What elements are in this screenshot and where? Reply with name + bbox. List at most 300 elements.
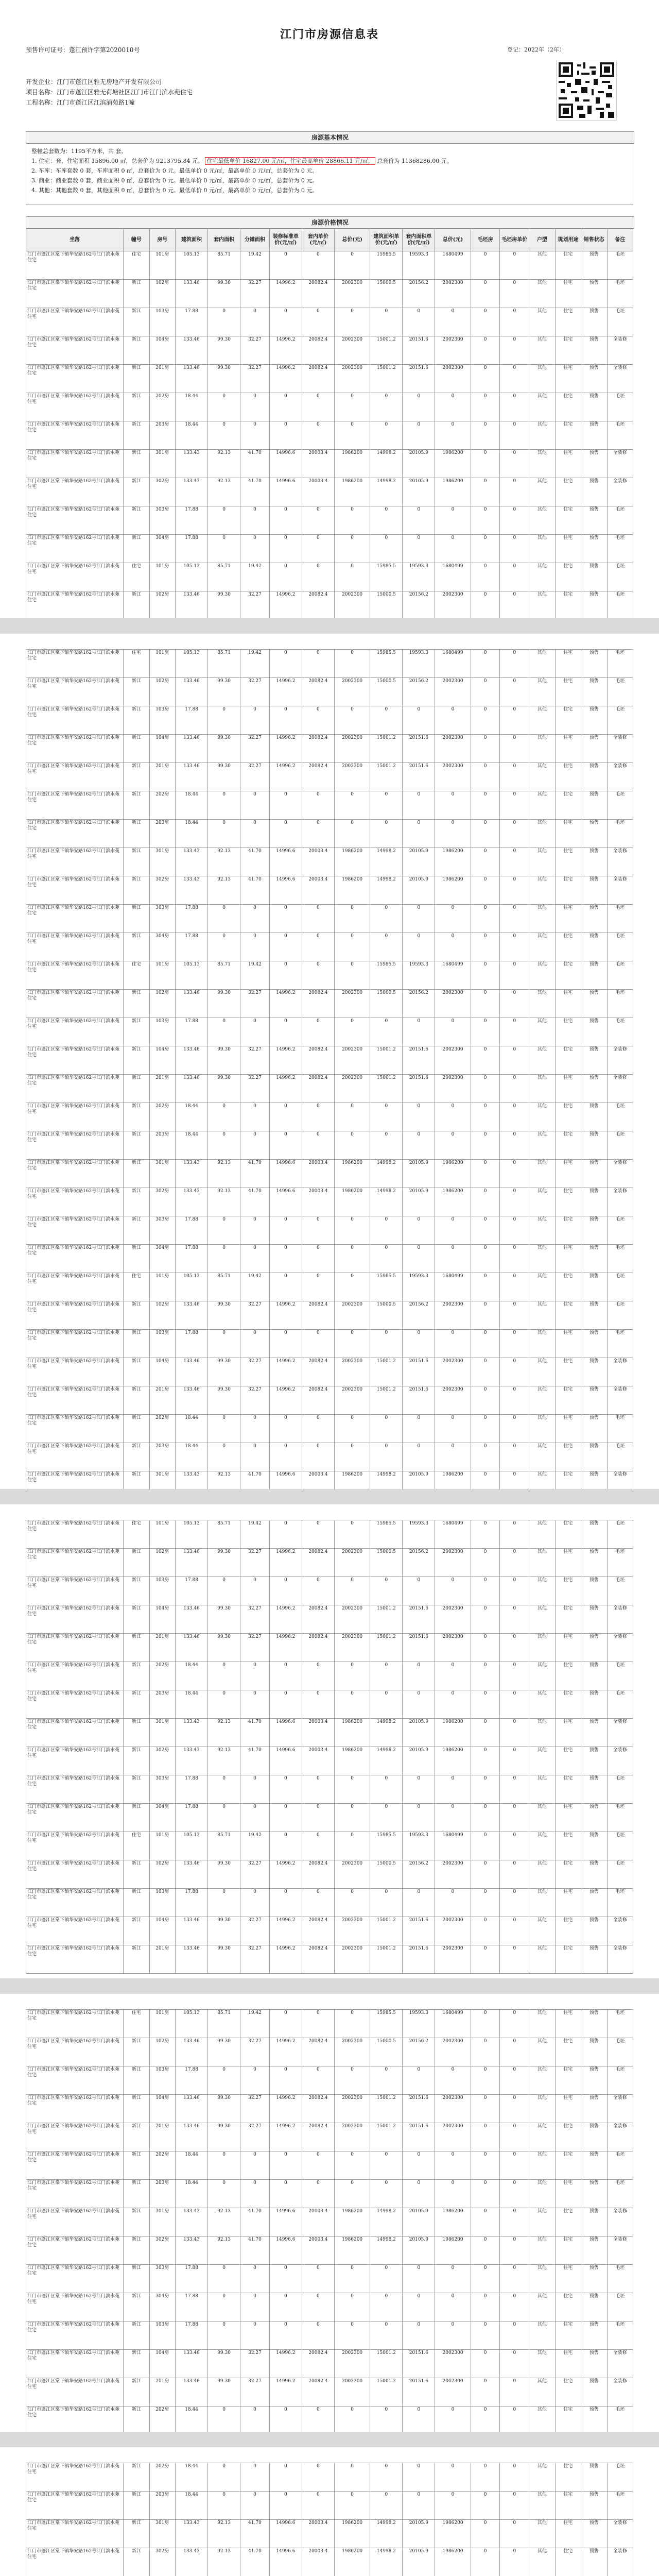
table-cell: 0: [334, 1889, 370, 1917]
table-cell: 0: [269, 706, 302, 735]
table-cell: 99.30: [208, 1046, 240, 1075]
table-cell: 江门市蓬江区棠下镇华安路162号江门滨水苑住宅: [26, 1520, 124, 1549]
table-cell: 住宅: [555, 280, 581, 308]
table-cell: 0: [471, 1605, 500, 1634]
table-cell: 0: [500, 1634, 529, 1662]
table-cell: 住宅: [555, 1520, 581, 1549]
table-cell: 0: [334, 1690, 370, 1719]
table-cell: 江门市蓬江区棠下镇华安路162号江门滨水苑住宅: [26, 1860, 124, 1889]
table-cell: 其他: [529, 1520, 555, 1549]
table-cell: 住宅: [555, 905, 581, 933]
table-cell: 其他: [529, 678, 555, 706]
table-cell: 其他: [529, 1634, 555, 1662]
table-row: [26, 2406, 633, 2435]
table-cell: 18.44: [176, 2406, 208, 2435]
table-cell: 住宅: [555, 2492, 581, 2520]
table-cell: 0: [302, 1330, 334, 1358]
table-cell: 0: [471, 478, 500, 506]
table-cell: 住宅: [555, 2321, 581, 2350]
table-cell: 1986200: [334, 2208, 370, 2236]
table-cell: 毛坯: [607, 2265, 633, 2293]
table-cell: 20156.2: [403, 280, 435, 308]
table-cell: 0: [471, 933, 500, 961]
table-row: [26, 535, 633, 563]
table-cell: 0: [334, 1018, 370, 1046]
table-cell: 99.30: [208, 1075, 240, 1103]
table-cell: 0: [500, 1605, 529, 1634]
table-cell: 14996.2: [269, 678, 302, 706]
table-cell: 预售: [581, 2293, 607, 2321]
table-cell: 301房: [149, 1471, 175, 1500]
table-cell: 住宅: [555, 1889, 581, 1917]
table-cell: 301房: [149, 2520, 175, 2548]
table-cell: 毛坯: [607, 1662, 633, 1690]
table-cell: 41.70: [240, 1719, 270, 1747]
table-cell: 0: [435, 933, 471, 961]
table-cell: 20151.6: [403, 735, 435, 763]
table-cell: 2002300: [334, 1605, 370, 1634]
table-row: [26, 1889, 633, 1917]
table-cell: 新江: [124, 2208, 149, 2236]
table-cell: 其他: [529, 1443, 555, 1471]
table-cell: 1986200: [334, 848, 370, 876]
table-cell: 预售: [581, 478, 607, 506]
table-cell: 2002300: [435, 763, 471, 791]
table-cell: 全装修: [607, 2520, 633, 2548]
table-cell: 2002300: [334, 2123, 370, 2151]
table-cell: 0: [471, 2321, 500, 2350]
table-row: [26, 336, 633, 365]
table-cell: 0: [500, 308, 529, 336]
table-cell: 其他: [529, 763, 555, 791]
table-cell: 105.13: [176, 2010, 208, 2038]
table-cell: 102房: [149, 591, 175, 620]
table-cell: 其他: [529, 506, 555, 535]
table-cell: 0: [403, 791, 435, 820]
table-cell: 新江: [124, 1131, 149, 1160]
table-row: [26, 2321, 633, 2350]
table-cell: 其他: [529, 1605, 555, 1634]
table-cell: 其他: [529, 1018, 555, 1046]
table-cell: 92.13: [208, 2208, 240, 2236]
summary-line: 4. 其他：其他套数 0 套，其他面积 0 ㎡，总套价为 0 元。最低单价 0 元/㎡，最高单价 0 元/㎡，总套价为 0 元。: [31, 187, 318, 194]
table-cell: 1986200: [334, 876, 370, 905]
table-cell: 其他: [529, 2406, 555, 2435]
table-cell: 0: [471, 591, 500, 620]
table-cell: 133.46: [176, 2095, 208, 2123]
table-cell: 1986200: [334, 450, 370, 478]
table-cell: 0: [334, 393, 370, 421]
table-cell: 20105.9: [403, 1160, 435, 1188]
table-cell: 32.27: [240, 2378, 270, 2406]
table-cell: 0: [403, 2321, 435, 2350]
table-cell: 其他: [529, 1719, 555, 1747]
table-cell: 20003.4: [302, 1188, 334, 1216]
table-cell: 0: [435, 2180, 471, 2208]
table-row: [26, 763, 633, 791]
table-cell: 2002300: [334, 591, 370, 620]
table-cell: 0: [269, 1273, 302, 1301]
table-cell: 101房: [149, 650, 175, 678]
table-cell: 0: [334, 1662, 370, 1690]
table-cell: 2002300: [334, 990, 370, 1018]
table-cell: 预售: [581, 1358, 607, 1386]
table-cell: 20105.9: [403, 2520, 435, 2548]
table-cell: 其他: [529, 2463, 555, 2492]
table-cell: 0: [500, 1804, 529, 1832]
table-cell: 0: [471, 820, 500, 848]
table-cell: 0: [403, 1443, 435, 1471]
table-cell: 0: [302, 1520, 334, 1549]
table-cell: 32.27: [240, 1917, 270, 1945]
table-cell: 0: [403, 1775, 435, 1804]
table-cell: 20105.9: [403, 1719, 435, 1747]
table-cell: 预售: [581, 2406, 607, 2435]
table-cell: 0: [370, 1889, 403, 1917]
table-cell: 预售: [581, 1103, 607, 1131]
table-row: [26, 1330, 633, 1358]
table-row: [26, 1443, 633, 1471]
table-cell: 20082.4: [302, 1634, 334, 1662]
table-cell: 1986200: [435, 2236, 471, 2265]
table-cell: 新江: [124, 905, 149, 933]
table-cell: 0: [500, 1075, 529, 1103]
table-cell: 1986200: [435, 478, 471, 506]
table-cell: 住宅: [555, 1634, 581, 1662]
table-row: [26, 1945, 633, 1974]
table-cell: 20082.4: [302, 1549, 334, 1577]
table-cell: 住宅: [555, 2123, 581, 2151]
page-title: 江门市房源信息表: [280, 28, 379, 41]
table-cell: 0: [370, 2151, 403, 2180]
table-header-cell: 幢号: [124, 229, 149, 251]
table-cell: 预售: [581, 2038, 607, 2066]
table-cell: 预售: [581, 1605, 607, 1634]
table-cell: 新江: [124, 2038, 149, 2066]
table-cell: 17.88: [176, 1889, 208, 1917]
table-cell: 0: [471, 1719, 500, 1747]
table-cell: 江门市蓬江区棠下镇华安路162号江门滨水苑住宅: [26, 1577, 124, 1605]
table-row: [26, 791, 633, 820]
table-cell: 14998.2: [370, 876, 403, 905]
table-cell: 新江: [124, 1018, 149, 1046]
table-cell: 20151.6: [403, 336, 435, 365]
table-cell: 14996.6: [269, 1719, 302, 1747]
table-cell: 0: [500, 1358, 529, 1386]
table-cell: 133.46: [176, 2038, 208, 2066]
table-cell: 41.70: [240, 848, 270, 876]
table-cell: 14996.6: [269, 2236, 302, 2265]
table-header-cell: 套内面积: [208, 229, 240, 251]
table-cell: 18.44: [176, 1690, 208, 1719]
table-cell: 133.46: [176, 1358, 208, 1386]
table-cell: 0: [471, 2010, 500, 2038]
table-cell: 102房: [149, 990, 175, 1018]
table-cell: 0: [500, 1301, 529, 1330]
table-cell: 其他: [529, 1386, 555, 1415]
table-cell: 0: [500, 1415, 529, 1443]
location-line: 工程名称：江门市蓬江区江滨浦苑路1幢: [26, 99, 135, 106]
table-cell: 0: [208, 1690, 240, 1719]
table-cell: 99.30: [208, 1358, 240, 1386]
table-cell: 住宅: [555, 933, 581, 961]
table-cell: 住宅: [555, 1775, 581, 1804]
table-cell: 0: [435, 308, 471, 336]
table-cell: 0: [435, 2293, 471, 2321]
table-cell: 17.88: [176, 1018, 208, 1046]
table-cell: 毛坯: [607, 1018, 633, 1046]
table-cell: 新江: [124, 393, 149, 421]
table-cell: 133.43: [176, 478, 208, 506]
table-cell: 其他: [529, 336, 555, 365]
table-cell: 20003.4: [302, 2208, 334, 2236]
table-cell: 毛坯: [607, 1860, 633, 1889]
table-cell: 0: [471, 2236, 500, 2265]
table-cell: 14998.2: [370, 2208, 403, 2236]
table-row: [26, 1634, 633, 1662]
table-cell: 203房: [149, 1443, 175, 1471]
table-cell: 全装修: [607, 876, 633, 905]
table-cell: 其他: [529, 1415, 555, 1443]
table-cell: 20003.4: [302, 848, 334, 876]
table-cell: 0: [500, 2520, 529, 2548]
table-cell: 302房: [149, 2236, 175, 2265]
table-cell: 20105.9: [403, 848, 435, 876]
table-cell: 0: [435, 1577, 471, 1605]
table-cell: 0: [370, 1775, 403, 1804]
table-cell: 32.27: [240, 735, 270, 763]
table-cell: 0: [240, 791, 270, 820]
table-cell: 0: [334, 421, 370, 450]
table-cell: 其他: [529, 1103, 555, 1131]
table-cell: 303房: [149, 1216, 175, 1245]
table-cell: 新江: [124, 308, 149, 336]
table-cell: 14996.2: [269, 1860, 302, 1889]
table-cell: 20151.6: [403, 2123, 435, 2151]
table-cell: 预售: [581, 1804, 607, 1832]
table-cell: 其他: [529, 2066, 555, 2095]
table-cell: 1680499: [435, 2010, 471, 2038]
table-cell: 住宅: [555, 1160, 581, 1188]
table-cell: 江门市蓬江区棠下镇华安路162号江门滨水苑住宅: [26, 1443, 124, 1471]
table-cell: 其他: [529, 1471, 555, 1500]
table-cell: 预售: [581, 251, 607, 280]
table-cell: 江门市蓬江区棠下镇华安路162号江门滨水苑住宅: [26, 933, 124, 961]
table-cell: 毛坯: [607, 2010, 633, 2038]
table-cell: 14996.2: [269, 1634, 302, 1662]
table-cell: 0: [302, 1577, 334, 1605]
table-cell: 住宅: [555, 450, 581, 478]
table-cell: 2002300: [334, 1046, 370, 1075]
table-cell: 41.70: [240, 1188, 270, 1216]
table-cell: 江门市蓬江区棠下镇华安路162号江门滨水苑住宅: [26, 1301, 124, 1330]
table-cell: 预售: [581, 1832, 607, 1860]
table-cell: 0: [403, 308, 435, 336]
table-cell: 0: [334, 905, 370, 933]
table-cell: 0: [240, 535, 270, 563]
table-cell: 301房: [149, 848, 175, 876]
table-cell: 预售: [581, 905, 607, 933]
table-cell: 0: [269, 1577, 302, 1605]
table-cell: 0: [471, 1860, 500, 1889]
table-cell: 0: [471, 791, 500, 820]
table-cell: 92.13: [208, 1719, 240, 1747]
table-cell: 20082.4: [302, 1917, 334, 1945]
table-cell: 0: [334, 2180, 370, 2208]
table-cell: 0: [435, 506, 471, 535]
table-cell: 2002300: [334, 1358, 370, 1386]
table-cell: 0: [500, 2406, 529, 2435]
table-cell: 新江: [124, 1330, 149, 1358]
table-cell: 0: [240, 1245, 270, 1273]
table-cell: 92.13: [208, 2520, 240, 2548]
table-cell: 新江: [124, 1549, 149, 1577]
table-row: [26, 876, 633, 905]
table-cell: 江门市蓬江区棠下镇华安路162号江门滨水苑住宅: [26, 2038, 124, 2066]
table-cell: 0: [302, 1889, 334, 1917]
table-cell: 19593.3: [403, 1832, 435, 1860]
table-cell: 住宅: [555, 1358, 581, 1386]
table-cell: 住宅: [555, 763, 581, 791]
table-cell: 其他: [529, 365, 555, 393]
table-cell: 133.46: [176, 1075, 208, 1103]
table-cell: 15001.2: [370, 2378, 403, 2406]
table-cell: 预售: [581, 1330, 607, 1358]
table-cell: 毛坯: [607, 1520, 633, 1549]
table-cell: 其他: [529, 2236, 555, 2265]
table-cell: 0: [500, 1719, 529, 1747]
table-cell: 2002300: [435, 280, 471, 308]
table-cell: 15985.5: [370, 251, 403, 280]
table-cell: 新江: [124, 1188, 149, 1216]
table-cell: 102房: [149, 1301, 175, 1330]
table-cell: 0: [500, 2151, 529, 2180]
table-cell: 其他: [529, 308, 555, 336]
table-cell: 20082.4: [302, 2095, 334, 2123]
table-cell: 0: [471, 336, 500, 365]
table-cell: 0: [269, 1662, 302, 1690]
table-cell: 2002300: [334, 1917, 370, 1945]
table-cell: 2002300: [334, 1301, 370, 1330]
table-cell: 其他: [529, 650, 555, 678]
table-cell: 105.13: [176, 650, 208, 678]
table-row: [26, 251, 633, 280]
table-cell: 133.46: [176, 1634, 208, 1662]
table-cell: 其他: [529, 2321, 555, 2350]
table-cell: 其他: [529, 848, 555, 876]
page-separator: [0, 618, 659, 634]
table-cell: 0: [302, 2180, 334, 2208]
table-cell: 17.88: [176, 1775, 208, 1804]
table-cell: 0: [500, 478, 529, 506]
table-cell: 0: [471, 2548, 500, 2576]
table-cell: 0: [334, 1443, 370, 1471]
table-row: [26, 2095, 633, 2123]
table-cell: 2002300: [435, 2123, 471, 2151]
table-row: [26, 2180, 633, 2208]
table-cell: 0: [334, 961, 370, 990]
table-cell: 0: [334, 1273, 370, 1301]
table-cell: 新江: [124, 1747, 149, 1775]
table-cell: 0: [435, 1415, 471, 1443]
table-cell: 0: [269, 393, 302, 421]
table-cell: 新江: [124, 1358, 149, 1386]
table-row: [26, 1690, 633, 1719]
table-cell: 0: [403, 535, 435, 563]
table-cell: 其他: [529, 1046, 555, 1075]
table-cell: 其他: [529, 2520, 555, 2548]
table-cell: 19.42: [240, 1832, 270, 1860]
table-cell: 14998.2: [370, 450, 403, 478]
table-cell: 0: [471, 1216, 500, 1245]
table-cell: 0: [471, 2180, 500, 2208]
table-cell: 32.27: [240, 763, 270, 791]
table-cell: 17.88: [176, 535, 208, 563]
table-cell: 新江: [124, 1775, 149, 1804]
table-cell: 202房: [149, 1415, 175, 1443]
table-cell: 江门市蓬江区棠下镇华安路162号江门滨水苑住宅: [26, 308, 124, 336]
table-cell: 0: [370, 1443, 403, 1471]
table-cell: 2002300: [334, 735, 370, 763]
table-cell: 99.30: [208, 1860, 240, 1889]
table-header-cell: 建筑面积单价(元/㎡): [370, 229, 403, 251]
table-cell: 江门市蓬江区棠下镇华安路162号江门滨水苑住宅: [26, 1358, 124, 1386]
page-separator: [0, 1978, 659, 1994]
table-row: [26, 848, 633, 876]
table-cell: 203房: [149, 1690, 175, 1719]
table-cell: 0: [269, 2492, 302, 2520]
table-cell: 0: [370, 393, 403, 421]
table-cell: 203房: [149, 820, 175, 848]
table-cell: 14996.6: [269, 478, 302, 506]
table-cell: 0: [370, 1103, 403, 1131]
table-cell: 0: [370, 905, 403, 933]
table-cell: 19.42: [240, 2010, 270, 2038]
table-cell: 0: [302, 933, 334, 961]
table-cell: 1986200: [334, 1747, 370, 1775]
table-row: [26, 1273, 633, 1301]
table-cell: 住宅: [555, 1018, 581, 1046]
table-cell: 住宅: [555, 1103, 581, 1131]
table-cell: 0: [334, 820, 370, 848]
table-cell: 15001.2: [370, 365, 403, 393]
table-row: [26, 1386, 633, 1415]
table-cell: 毛坯: [607, 1103, 633, 1131]
table-cell: 2002300: [435, 735, 471, 763]
table-cell: 0: [302, 820, 334, 848]
table-cell: 101房: [149, 1832, 175, 1860]
table-cell: 17.88: [176, 2265, 208, 2293]
table-cell: 预售: [581, 1443, 607, 1471]
table-cell: 0: [302, 905, 334, 933]
table-header-row: [26, 229, 633, 251]
table-cell: 0: [370, 1690, 403, 1719]
table-cell: 江门市蓬江区棠下镇华安路162号江门滨水苑住宅: [26, 791, 124, 820]
table-cell: 202房: [149, 2463, 175, 2492]
table-row: [26, 421, 633, 450]
table-cell: 0: [370, 791, 403, 820]
table-cell: 其他: [529, 1273, 555, 1301]
table-cell: 0: [334, 308, 370, 336]
table-cell: 预售: [581, 2010, 607, 2038]
table-row: [26, 1662, 633, 1690]
table-cell: 20082.4: [302, 1358, 334, 1386]
table-row: [26, 393, 633, 421]
table-cell: 2002300: [334, 1386, 370, 1415]
table-cell: 18.44: [176, 2463, 208, 2492]
table-cell: 0: [435, 1804, 471, 1832]
table-cell: 20151.6: [403, 1945, 435, 1974]
